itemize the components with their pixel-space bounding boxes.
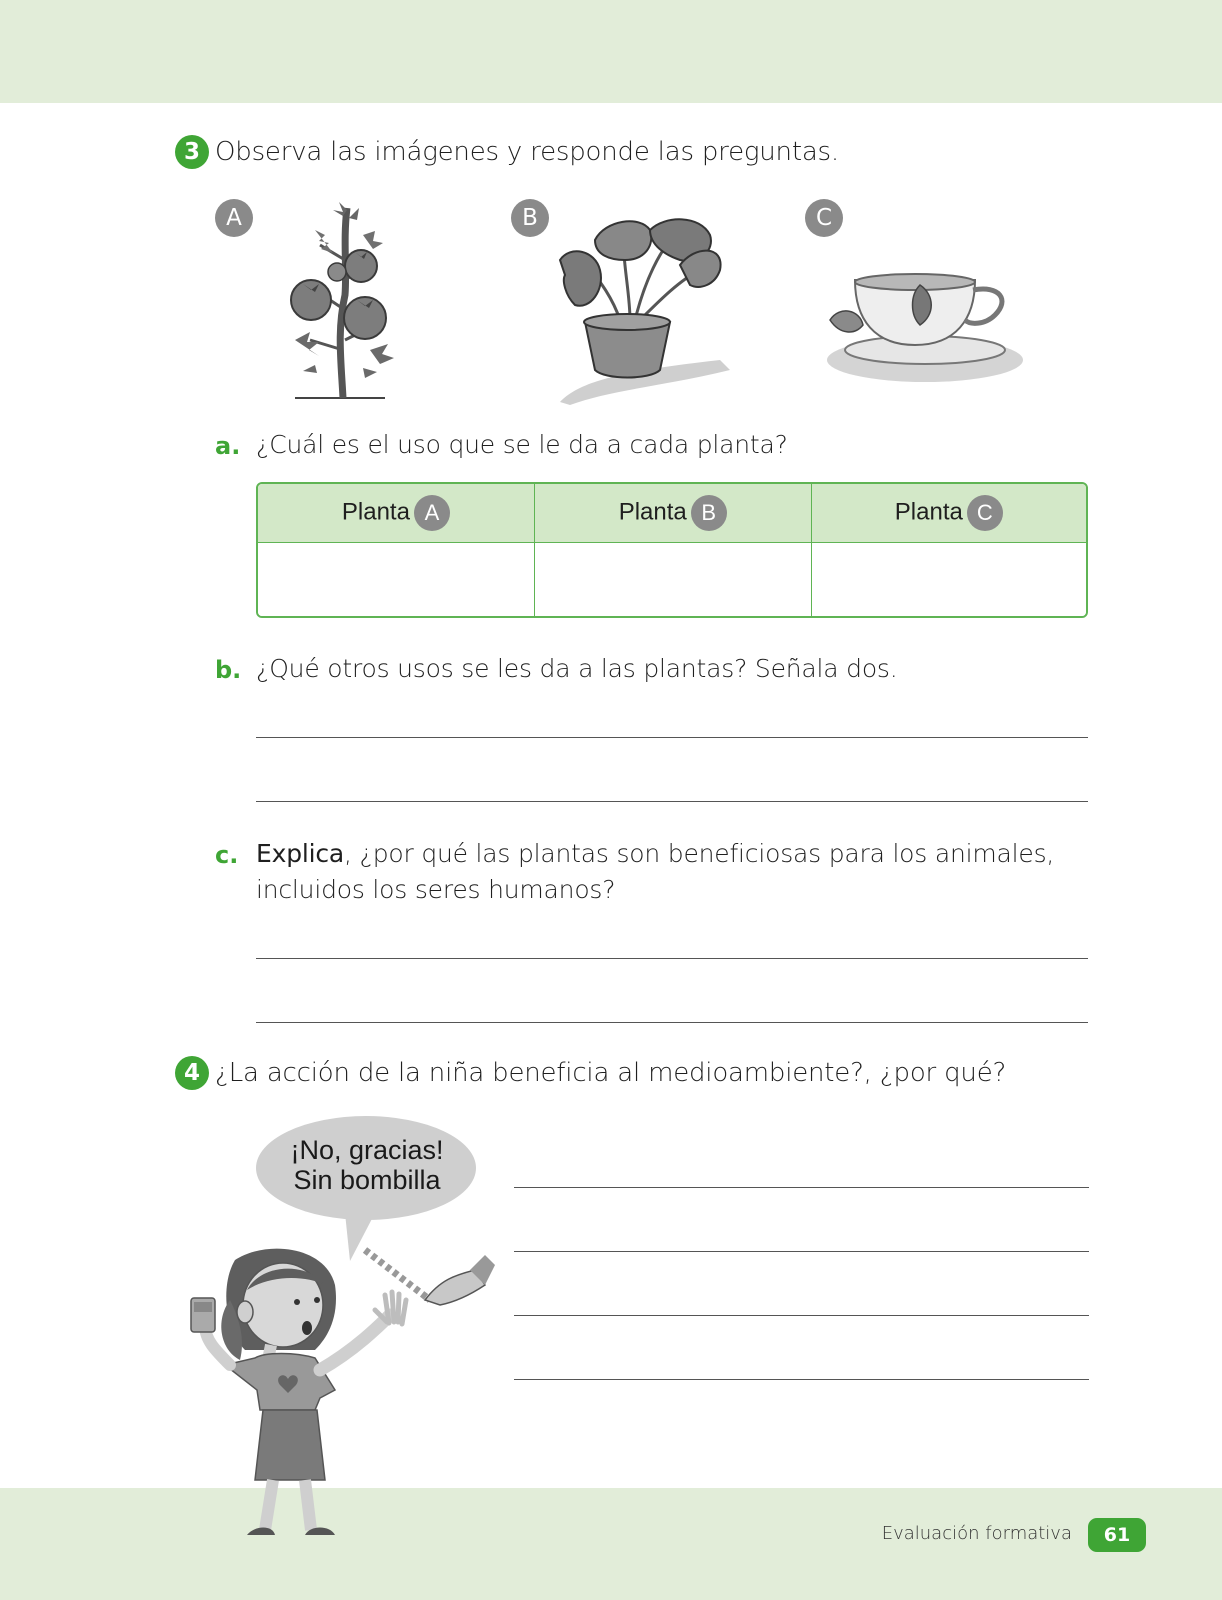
item-letter-a: a. (215, 432, 241, 460)
answer-line[interactable] (514, 1379, 1089, 1380)
item-letter-c: c. (215, 841, 239, 869)
table-header-c (812, 484, 1086, 543)
table-header-badge: C (967, 495, 1003, 531)
answer-cell-b[interactable] (535, 543, 812, 616)
answer-line[interactable] (256, 737, 1088, 738)
item-text-b: ¿Qué otros usos se les da a las plantas? Señala dos. (256, 654, 898, 683)
speech-bubble-text (262, 1135, 472, 1195)
tomato-plant-illustration (275, 200, 405, 400)
plant-uses-table (256, 482, 1088, 618)
page-number: 61 (1088, 1518, 1146, 1552)
table-header-row (258, 484, 1086, 543)
image-label-b: B (511, 199, 549, 237)
table-header-label: Planta (894, 498, 963, 526)
table-header-badge: A (414, 495, 450, 531)
question-prompt: ¿La acción de la niña beneficia al medioambiente?, ¿por qué? (215, 1058, 1007, 1088)
item-letter-b: b. (215, 656, 242, 684)
answer-line[interactable] (514, 1187, 1089, 1188)
answer-line[interactable] (256, 958, 1088, 959)
item-text-c (256, 836, 1096, 908)
answer-cell-c[interactable] (812, 543, 1086, 616)
footer-band (0, 1488, 1222, 1600)
item-text-a: ¿Cuál es el uso que se le da a cada planta? (256, 430, 788, 459)
item-text-c-bold: Explica (256, 839, 345, 868)
answer-line[interactable] (256, 801, 1088, 802)
table-header-label: Planta (341, 498, 410, 526)
girl-refusing-straw-illustration (185, 1240, 495, 1545)
image-label-c: C (805, 199, 843, 237)
item-text-c-line2: incluidos los seres humanos? (256, 875, 616, 904)
header-band (0, 0, 1222, 103)
table-answer-row (258, 543, 1086, 616)
answer-line[interactable] (514, 1251, 1089, 1252)
table-header-a (258, 484, 535, 543)
potted-monstera-illustration (550, 210, 730, 405)
question-prompt: Observa las imágenes y responde las preguntas. (215, 137, 839, 167)
speech-line-1: ¡No, gracias! (290, 1135, 444, 1165)
question-number-badge: 4 (175, 1056, 209, 1090)
image-label-a: A (215, 199, 253, 237)
table-header-b (535, 484, 812, 543)
table-header-label: Planta (618, 498, 687, 526)
table-header-badge: B (691, 495, 727, 531)
answer-cell-a[interactable] (258, 543, 535, 616)
answer-line[interactable] (256, 1022, 1088, 1023)
item-text-c-line1: , ¿por qué las plantas son beneficiosas para los animales, (344, 839, 1055, 868)
footer-section-label: Evaluación formativa (881, 1523, 1072, 1544)
speech-line-2: Sin bombilla (293, 1165, 441, 1195)
answer-line[interactable] (514, 1315, 1089, 1316)
herbal-tea-cup-illustration (825, 270, 1025, 385)
question-number-badge: 3 (175, 135, 209, 169)
